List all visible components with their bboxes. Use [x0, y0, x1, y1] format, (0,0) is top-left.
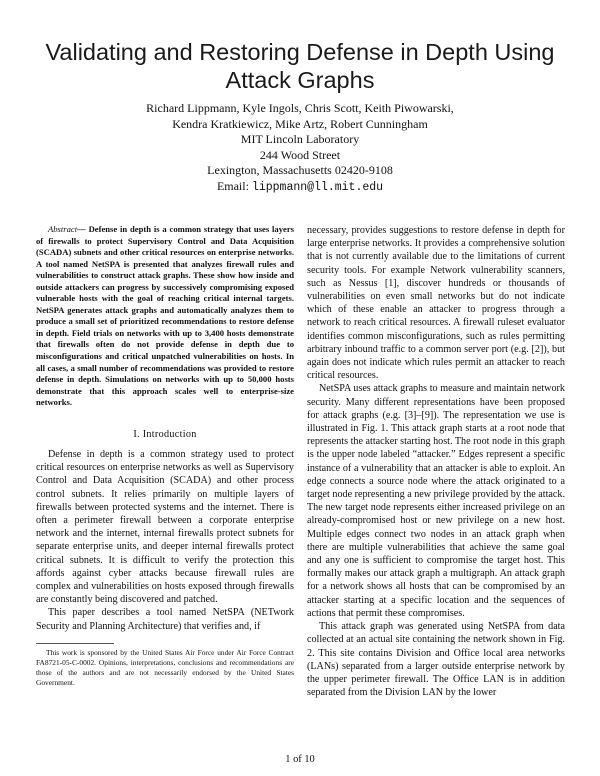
intro-paragraph-3: NetSPA uses attack graphs to measure and maintain network security. Many different representations have been proposed for attack graphs (e.g. [3]–[9]). The representation we use is illustrated in Fig. 1. This attack graph starts at a root node that represents the attacker starting host. The root node in this graph is the upper node labeled “attacker.” Edges represent a specific instance of a vulnerability that an attacker is able to exploit. An edge connects a source node where the attack originated to a target node representing a new privilege provided by the attack. The new target node represents either increased privilege on an already-compromised host or new privilege on a new host. Multiple edges connect two nodes in an attack graph when there are multiple vulnerabilities that achieve the same goal and any one is sufficient to compromise the target host. This formally makes our attack graph a multigraph. An attack graph for a network shows all hosts that can be compromised by an attacker starting at a specific location and the sequences of actions that permit these compromises. — [307, 383, 565, 619]
author-block — [60, 101, 540, 196]
intro-paragraph-1: Defense in depth is a common strategy used to protect critical resources on enterprise networks as well as Supervisory Control and Data Acquisition (SCADA) and other process control subnets. It relies primarily on multiple layers of firewalls between protected systems and the internet. There is often a perimeter firewall between a corporate enterprise network and the internet, internal firewalls protect subnets for separate enterprise units, and deeper internal firewalls protect critical subnets. It is difficult to verify the protection this affords against cyber attacks because firewall rules are complex and vulnerabilities on hosts exposed through firewalls are constantly being discovered and patched. — [36, 448, 294, 606]
street-address: 244 Wood Street — [259, 147, 341, 162]
abstract-text: Defense in depth is a common strategy that uses layers of firewalls to protect Supervisory Control and Data Acquisition (SCADA) subnets and other critical resources on enterprise networks. A tool named NetSPA is presented that analyzes firewall rules and vulnerabilities to construct attack graphs. These show how inside and outside attackers can progress by successively compromising exposed vulnerable hosts with the goal of reaching critical internal targets. NetSPA generates attack graphs and automatically analyzes them to produce a small set of prioritized recommendations to restore defense in depth. Field trials on networks with up to 3,400 hosts demonstrate that firewalls often do not provide defense in depth due to misconfigurations and critical unpatched vulnerabilities on hosts. In all cases, a small number of recommendations was provided to restore defense in depth. Simulations on networks with up to 50,000 hosts demonstrate that this approach scales well to enterprise-size networks. — [36, 224, 295, 408]
paper-title: Validating and Restoring Defense in Depth Using Attack Graphs — [45, 39, 555, 93]
abstract-label: Abstract — [48, 224, 78, 234]
page-number: 1 of 10 — [285, 754, 315, 765]
intro-paragraph-2-start: This paper describes a tool named NetSPA (NETwork Security and Planning Architecture) that verifies and, if — [36, 607, 294, 632]
left-column — [36, 224, 294, 688]
footnote: This work is sponsored by the United States Air Force under Air Force Contract FA8721-05-C-0002. Opinions, interpretations, conclusions and recommendations are those of the authors and are not necessarily endorsed by the United States Government. — [36, 647, 294, 688]
email-line — [60, 179, 540, 196]
email-address: lippmann@ll.mit.edu — [251, 180, 384, 194]
intro-paragraph-2-continued: necessary, provides suggestions to restore defense in depth for large enterprise networks. It provides a comprehensive solution that is not currently available due to the limitations of current security tools. For example Network vulnerability scanners, such as Nessus [1], discover hundreds or thousands of vulnerabilities on even small networks but do not indicate which of these enable an attacker to progress through a network to reach critical resources. A firewall ruleset evaluator identifies common misconfigurations, such as rules permitting arbitrary inbound traffic to a common server port (e.g. [2]), but again does not indicate which rules permit an attacker to reach critical resources. — [307, 225, 565, 382]
footnote-divider — [36, 643, 114, 644]
section-heading-introduction: I. Introduction — [133, 428, 197, 440]
intro-paragraph-4: This attack graph was generated using NetSPA from data collected at an actual site containing the network shown in Fig. 2. This site contains Division and Office local area networks (LANs) separated from a larger outside enterprise network by the upper perimeter firewall. The Office LAN is in addition separated from the Division LAN by the lower — [307, 621, 565, 699]
abstract-dash: — — [77, 224, 89, 234]
city-address: Lexington, Massachusetts 02420-9108 — [207, 163, 393, 178]
email-label: Email: — [216, 178, 249, 193]
author-list-line-1: Richard Lippmann, Kyle Ingols, Chris Scott, Keith Piwowarski, — [146, 101, 454, 115]
affiliation: MIT Lincoln Laboratory — [240, 132, 360, 147]
right-column — [307, 224, 565, 699]
author-list-line-2: Kendra Kratkiewicz, Mike Artz, Robert Cunningham — [172, 116, 428, 131]
abstract — [36, 224, 294, 409]
